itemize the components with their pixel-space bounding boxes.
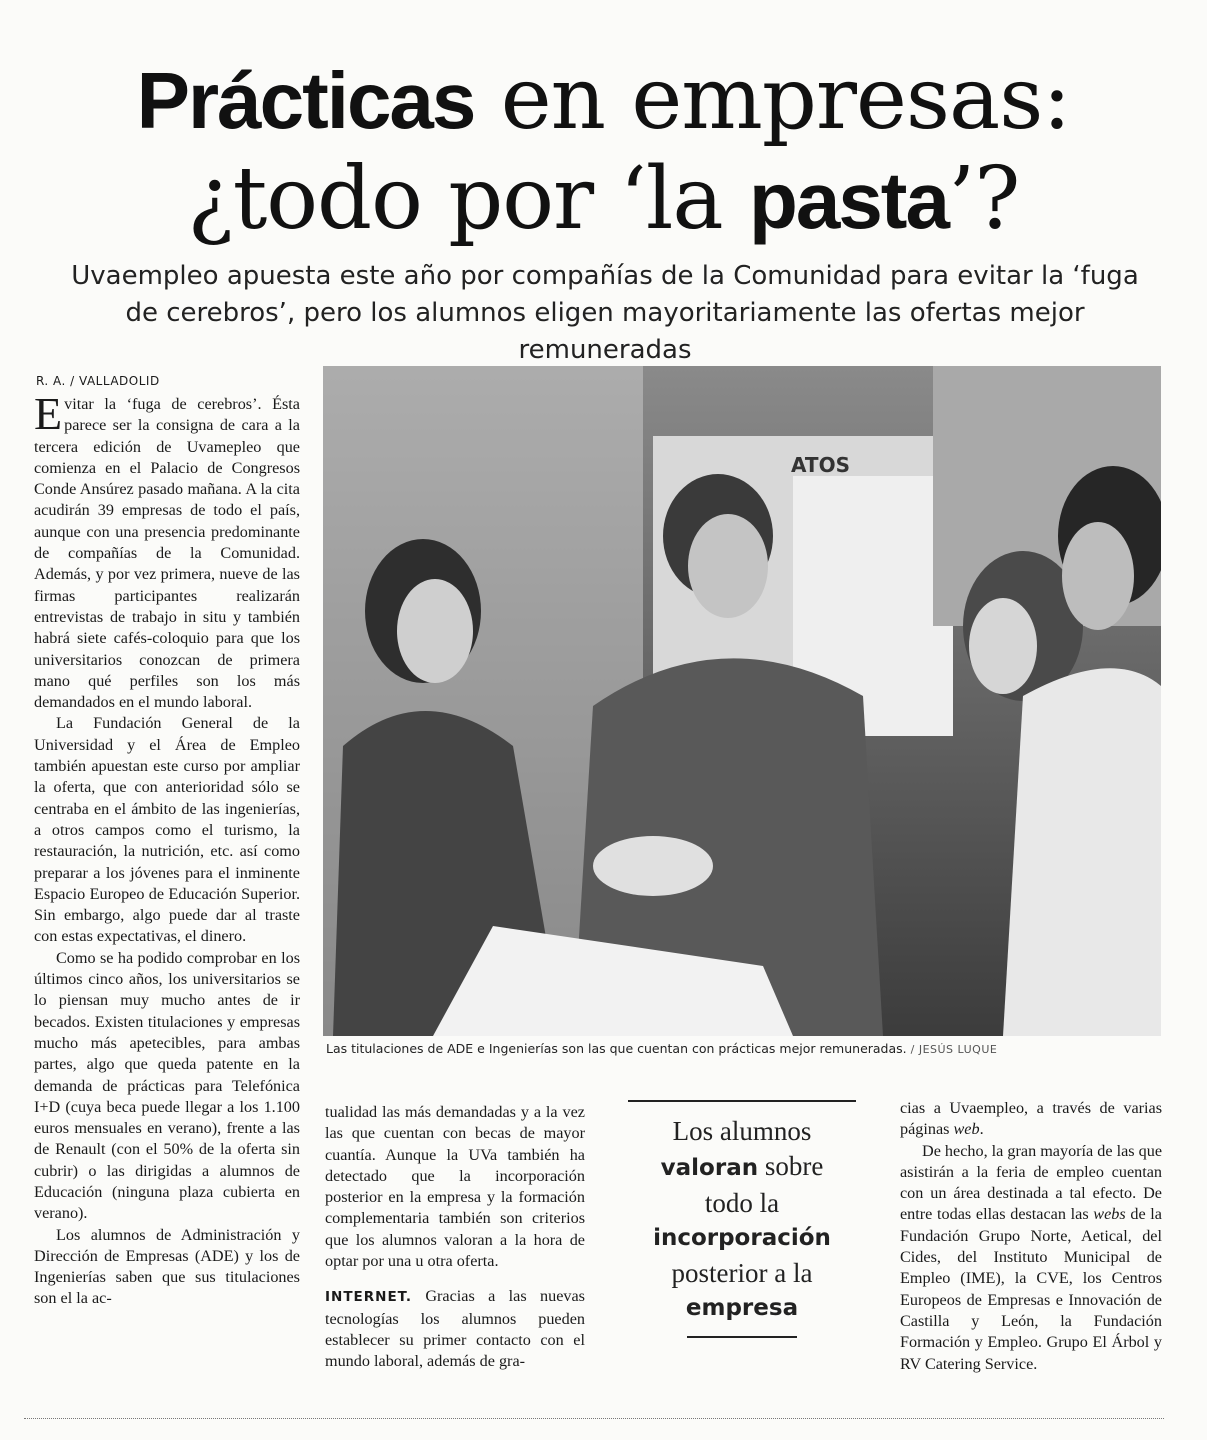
byline: R. A. / VALLADOLID [36, 374, 160, 388]
article-paragraph [900, 1098, 1162, 1141]
article-paragraph: La Fundación General de la Universidad y el Área de Empleo también apuestan este curso por ampliar la oferta, que con anterioridad sólo se centraba en el ámbito de las ingenierías, a otros campos como el turismo, la restauración, la nutrición, etc. así como preparar a los jóvenes para el inminente Espacio Europeo de Educación Superior. Sin embargo, algo puede dar al traste con estas expectativas, el dinero. [34, 714, 300, 946]
pull-quote-line: todo la [704, 1188, 780, 1218]
pull-quote-line: Los alumnos [672, 1116, 812, 1146]
article-text: . [979, 1120, 984, 1139]
headline-light-2: ¿todo por ‘la [187, 149, 749, 249]
article-paragraph [34, 388, 300, 713]
article-text: De hecho, la gran mayoría de las que asistirán a la feria de empleo cuentan con un área destinada a tal efecto. De entre todas ellas destacan las [900, 1141, 1163, 1224]
article-column-1 [34, 388, 300, 1310]
pull-quote-emphasis: incorporación [653, 1225, 831, 1251]
photo-credit: / JESÚS LUQUE [910, 1043, 998, 1056]
photo-illustration [323, 366, 1161, 1036]
section-runin: INTERNET. [325, 1289, 412, 1306]
article-text: cias a Uvaempleo, a través de varias páginas [900, 1099, 1162, 1139]
drop-cap: E [34, 388, 63, 439]
article-text: vitar la ‘fuga de cerebros’. Ésta parece ser la consigna de cara a la tercera edición de Uvamepleo que comienza en el Palacio de Congresos Conde Ansúrez pasado mañana. A la cita acudirán 39 empresas de todo el país, aunque con una presencia predominante de compañías de la Comunidad. Además, y por vez primera, nueve de las firmas participantes realizarán entrevistas de trabajo in situ y también habrá siete cafés-coloquio para que los universitarios conozcan de primera mano qué perfiles son los más demandados en el mundo laboral. [34, 395, 300, 712]
pull-quote-emphasis: valoran [660, 1155, 759, 1181]
article-italic: web [953, 1120, 980, 1139]
article-paragraph [900, 1141, 1162, 1375]
pull-quote-text: sobre [758, 1151, 824, 1181]
photo-caption [326, 1041, 1162, 1056]
article-text: de la Fundación Grupo Norte, Aetical, del Cides, del Instituto Municipal de Empleo (IME), la CVE, los Centros Europeos de Empresas e Innovación de Castilla y León, la Fundación Formación y Empleo. Grupo El Árbol y RV Catering Service. [900, 1205, 1162, 1373]
pull-quote-line: posterior a la [671, 1258, 813, 1288]
photo-sign-text: ATOS [791, 453, 850, 477]
pull-quote-emphasis: empresa [685, 1295, 799, 1321]
subheadline: Uvaempleo apuesta este año por compañías de la Comunidad para evitar la ‘fuga de cerebros’, pero los alumnos eligen mayoritariamente las ofertas mejor remuneradas [71, 261, 1139, 365]
article-paragraph: Como se ha podido comprobar en los últimos cinco años, los universitarios se lo piensan muy mucho antes de ir becados. Existen titulaciones y empresas mucho más apetecibles, para ambas partes, algo que queda patente en la demanda de prácticas para Telefónica I+D (cuya beca puede llegar a los 1.100 euros mensuales en verano), frente a las de Renault (con el 50% de la oferta sin cubrir) o las dirigidas a alumnos de Educación (ninguna plaza cubierta en verano). [34, 948, 300, 1223]
caption-text: Las titulaciones de ADE e Ingenierías son las que cuentan con prácticas mejor remuneradas. [326, 1041, 907, 1056]
article-column-4 [900, 1098, 1162, 1375]
headline-light-3: ’? [947, 149, 1020, 249]
article-paragraph [325, 1286, 585, 1372]
headline-line-1 [0, 50, 1207, 150]
headline [0, 50, 1207, 250]
headline-bold-1: Prácticas [136, 56, 475, 145]
pull-quote-line [628, 1149, 856, 1186]
pull-quote [628, 1100, 856, 1338]
news-photo [323, 366, 1161, 1036]
headline-bold-2: pasta [748, 156, 948, 245]
bottom-rule [24, 1418, 1164, 1419]
article-text: Gracias a las nuevas tecnologías los alumnos pueden establecer su primer contacto con el mundo laboral, además de gra- [325, 1287, 585, 1371]
headline-line-2 [0, 150, 1207, 250]
article-paragraph: Los alumnos de Administración y Dirección de Empresas (ADE) y los de Ingenierías saben que sus titulaciones son el la ac- [34, 1225, 300, 1308]
headline-light-1: en empresas: [474, 49, 1071, 149]
article-italic: webs [1093, 1205, 1126, 1224]
article-paragraph: tualidad las más demandadas y a la vez las que cuentan con becas de mayor cuantía. Aunque la UVa también ha detectado que la incorporación posterior en la empresa y la formación complementaria también son criterios que los alumnos valoran a la hora de optar por una u otra oferta. [325, 1103, 585, 1271]
article-column-2 [325, 1102, 585, 1373]
pull-quote-rule [687, 1336, 797, 1338]
